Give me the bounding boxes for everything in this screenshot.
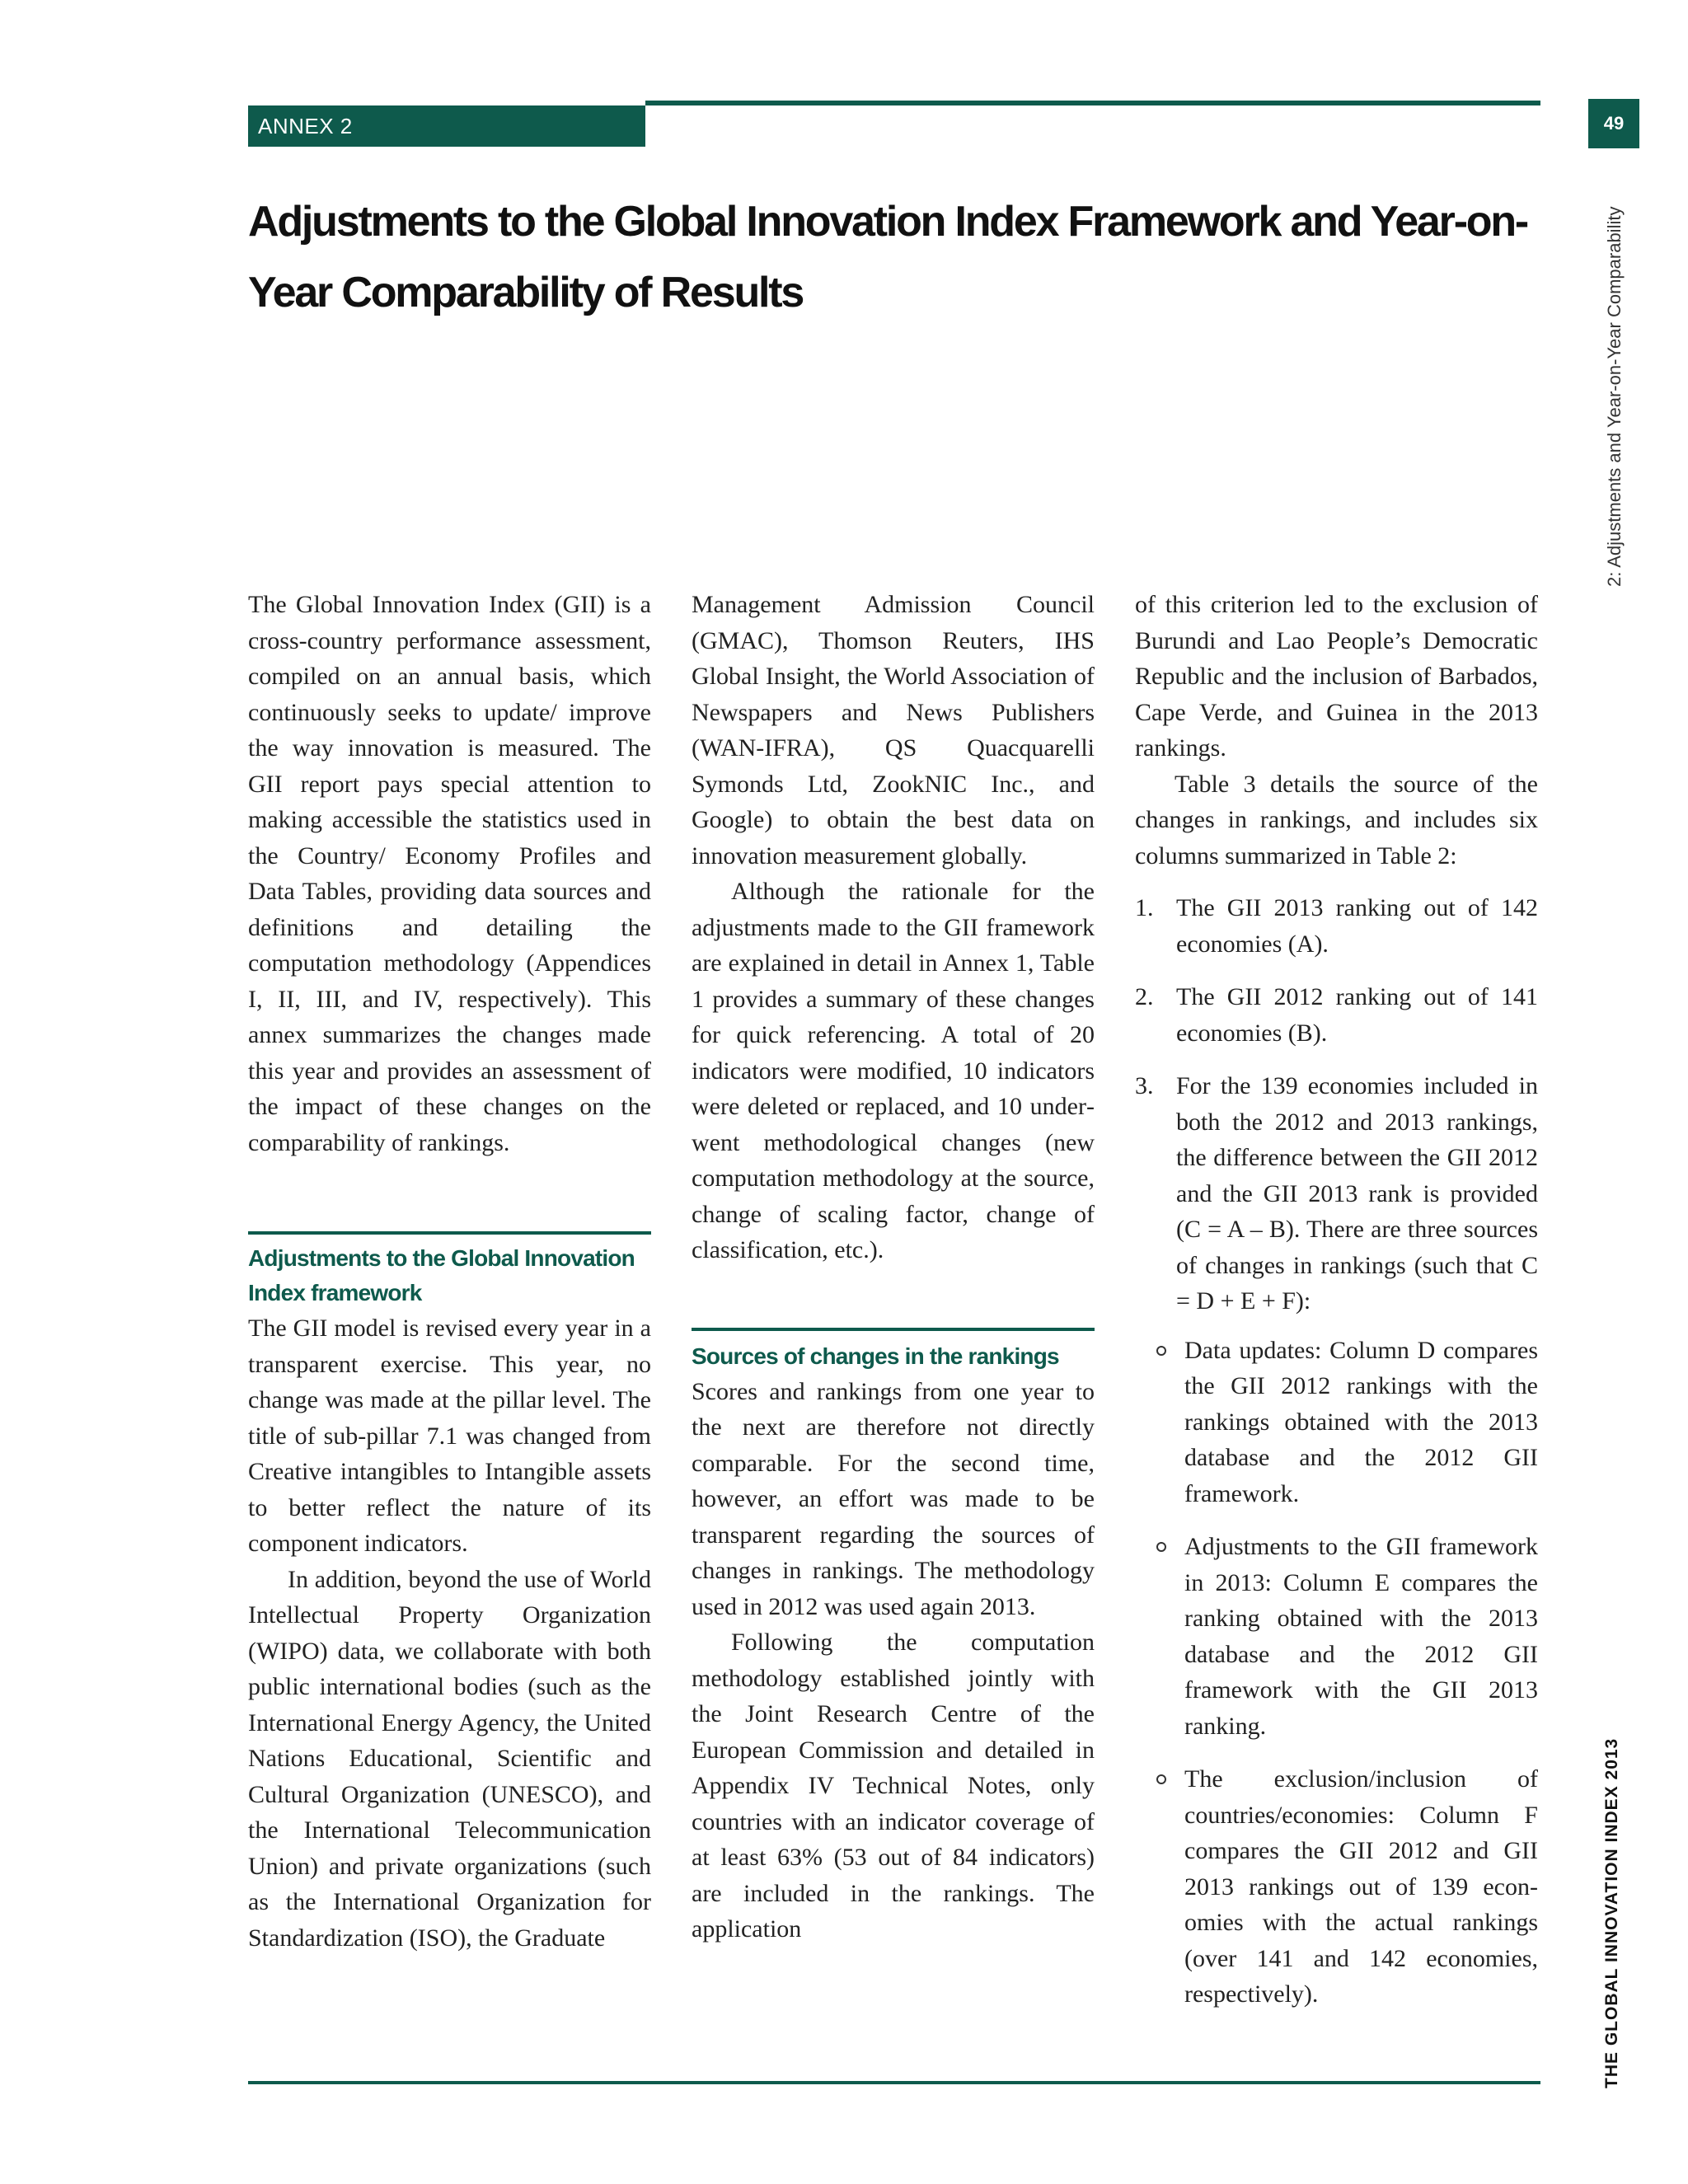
paragraph: In addition, beyond the use of World Intellectual Property Organization (WIPO) data, we collaborate with both public international bodies (such as the International Energy Agency, the United Nations Educational, Scientific and Cultural Organization (UNESCO), and the International Telecommunication Union) and private organizations (such as the International Organization for Standardization (ISO), the Graduate bbox=[248, 1565, 651, 1952]
footer-rule bbox=[248, 2081, 1540, 2084]
list-item: 1. The GII 2013 ranking out of 142 economies (A). bbox=[1135, 894, 1538, 958]
text-column-3 bbox=[1135, 587, 1538, 2030]
bullet-icon bbox=[1156, 1774, 1166, 1784]
paragraph: Table 3 details the source of the changes in rankings, and includes six columns summarized in Table 2: bbox=[1135, 770, 1538, 869]
page-number: 49 bbox=[1588, 99, 1639, 148]
section-rule bbox=[248, 1231, 651, 1235]
section-rule bbox=[692, 1328, 1095, 1331]
bullet-icon bbox=[1156, 1346, 1166, 1356]
section-heading-sources: Sources of changes in the rankings bbox=[692, 1343, 1059, 1369]
bullet-item: Adjustments to the GII framework in 2013: Column E compares the ranking obtained with the 2013 database and the 2012 GII framework with the GII 2013 ranking. bbox=[1135, 1529, 1538, 1744]
page-title: Adjustments to the Global Innovation Index Framework and Year-on-Year Comparability of Results bbox=[248, 198, 1528, 316]
paragraph: Scores and rankings from one year to the next are therefore not directly comparable. For the second time, however, an effort was made to be transparent regarding the sources of changes in rankings. The methodology used in 2012 was used again 2013. bbox=[692, 1377, 1095, 1620]
paragraph: Although the rationale for the adjustments made to the GII framework are explained in detail in Annex 1, Table 1 provides a summary of these changes for quick referencing. A total of 20 indicators were modified, 10 indicators were deleted or replaced, and 10 underwent methodological changes (new computation methodology at the source, change of scaling factor, change of classification, etc.). bbox=[692, 878, 1095, 1263]
bullet-item: The exclusion/inclusion of countries/economies: Column F compares the GII 2012 and GII 2013 rankings out of 139 economies with the actual rankings (over 141 and 142 economies, respectively). bbox=[1135, 1761, 1538, 2013]
numbered-list bbox=[1135, 890, 1538, 1319]
text-column-2 bbox=[692, 587, 1095, 1947]
paragraph: Following the computation methodology established jointly with the Joint Research Centre of the European Commission and detailed in Appendix IV Technical Notes, only countries with an indicator coverage of at least 63% (53 out of 84 indicators) are included in the rankings. The application bbox=[692, 1629, 1095, 1943]
bullet-item: Data updates: Column D compares the GII 2012 rankings with the rankings obtained with the 2013 database and the 2012 GII framework. bbox=[1135, 1333, 1538, 1512]
intro-paragraph: The Global Innovation Index (GII) is a cross-country performance assessment, compiled on an annual basis, which continuously seeks to update/ improve the way innovation is measured. The GII report pays special attention to making accessible the statistics used in the Country/ Economy Profiles and Data Tables, providing data sources and definitions and detailing the computation methodology (Appendices I, II, III, and IV, respectively). This annex summarizes the changes made this year and provides an assessment of the impact of these changes on the comparability of rankings. bbox=[248, 591, 651, 1156]
section-heading-adjustments: Adjustments to the Global Innovation Index framework bbox=[248, 1245, 635, 1305]
text-column-1 bbox=[248, 587, 651, 1956]
list-item: 2. The GII 2012 ranking out of 141 economies (B). bbox=[1135, 983, 1538, 1047]
side-publication-label: THE GLOBAL INNOVATION INDEX 2013 bbox=[1602, 1737, 1621, 2088]
paragraph-continued: of this criterion led to the exclusion of Burundi and Lao People’s Democratic Republic and the inclusion of Barbados, Cape Verde, and Guinea in the 2013 rankings. bbox=[1135, 591, 1538, 762]
paragraph: The GII model is revised every year in a transparent exercise. This year, no change was made at the pillar level. The title of sub-pillar 7.1 was changed from Creative intangibles to Intangible assets to better reflect the nature of its component indicators. bbox=[248, 1315, 651, 1557]
header-rule bbox=[645, 101, 1540, 105]
bullet-icon bbox=[1156, 1542, 1166, 1552]
bullet-list bbox=[1135, 1333, 1538, 2013]
side-section-label: 2: Adjustments and Year-on-Year Comparability bbox=[1604, 206, 1625, 587]
annex-label: ANNEX 2 bbox=[248, 105, 645, 147]
list-item: 3. For the 139 economies included in both the 2012 and 2013 rankings, the difference between the GII 2012 and the GII 2013 rank is provided (C = A – B). There are three sources of changes in rankings (such that C = D + E + F): bbox=[1135, 1072, 1538, 1315]
paragraph-continued: Management Admission Council (GMAC), Thomson Reuters, IHS Global Insight, the World Association of Newspapers and News Publishers (WAN-IFRA), QS Quacquarelli Symonds Ltd, ZookNIC Inc., and Google) to obtain the best data on innovation measurement globally. bbox=[692, 591, 1095, 869]
